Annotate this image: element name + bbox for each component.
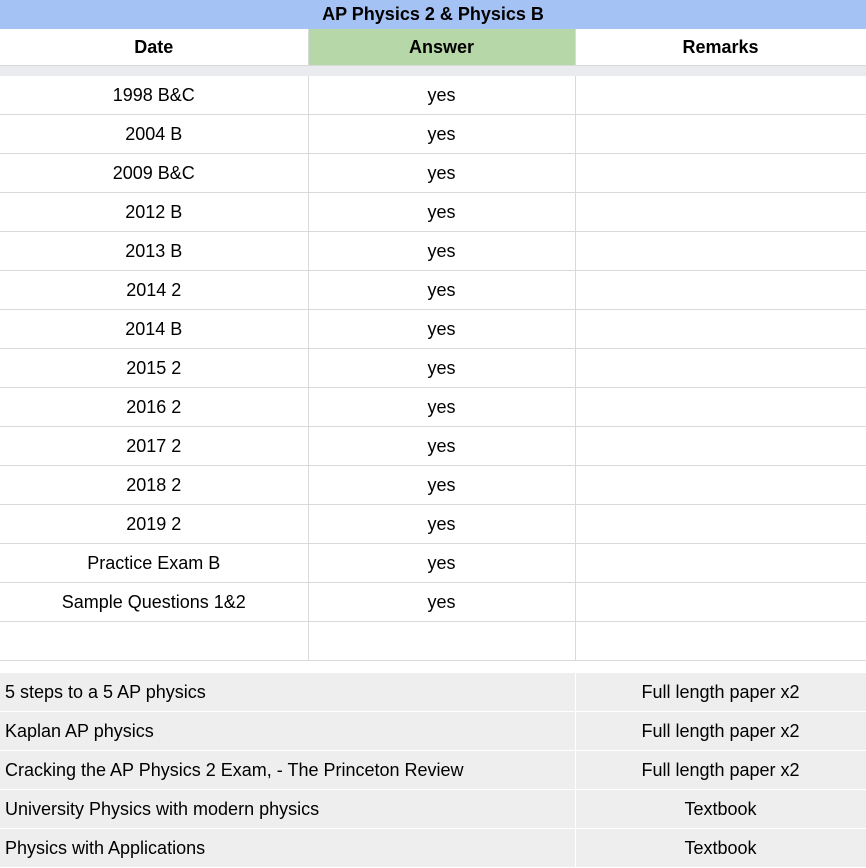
table-row[interactable] (0, 193, 866, 232)
cell-remarks[interactable] (575, 115, 866, 154)
cell-answer[interactable]: yes (308, 76, 575, 115)
book-row[interactable] (0, 751, 866, 790)
cell-remarks[interactable] (575, 193, 866, 232)
table-row[interactable] (0, 544, 866, 583)
cell-book-title[interactable]: 5 steps to a 5 AP physics (0, 673, 575, 712)
book-row[interactable] (0, 829, 866, 868)
cell-book-remarks[interactable]: Full length paper x2 (575, 751, 866, 790)
column-header-date: Date (0, 29, 308, 66)
cell-remarks[interactable] (575, 271, 866, 310)
table-row[interactable] (0, 271, 866, 310)
cell-date[interactable]: 2014 2 (0, 271, 308, 310)
table-row[interactable] (0, 388, 866, 427)
cell-answer[interactable]: yes (308, 349, 575, 388)
cell-date[interactable]: 2016 2 (0, 388, 308, 427)
cell-date[interactable]: 2004 B (0, 115, 308, 154)
table-row[interactable] (0, 154, 866, 193)
table-row[interactable] (0, 427, 866, 466)
cell-remarks[interactable] (575, 427, 866, 466)
gap-cell (0, 661, 866, 674)
cell-date[interactable]: 2017 2 (0, 427, 308, 466)
cell-date[interactable]: 2012 B (0, 193, 308, 232)
cell-answer[interactable]: yes (308, 232, 575, 271)
column-header-answer: Answer (308, 29, 575, 66)
cell-book-title[interactable]: University Physics with modern physics (0, 790, 575, 829)
table-row[interactable] (0, 349, 866, 388)
cell-answer[interactable]: yes (308, 544, 575, 583)
table-row[interactable] (0, 115, 866, 154)
book-row[interactable] (0, 790, 866, 829)
cell-remarks[interactable] (575, 232, 866, 271)
cell-answer[interactable]: yes (308, 505, 575, 544)
column-header-remarks: Remarks (575, 29, 866, 66)
table-row[interactable] (0, 466, 866, 505)
cell-date[interactable] (0, 622, 308, 661)
table-row[interactable] (0, 505, 866, 544)
cell-book-title[interactable]: Kaplan AP physics (0, 712, 575, 751)
cell-date[interactable]: 2019 2 (0, 505, 308, 544)
cell-answer[interactable] (308, 622, 575, 661)
cell-remarks[interactable] (575, 505, 866, 544)
book-row[interactable] (0, 673, 866, 712)
cell-remarks[interactable] (575, 154, 866, 193)
cell-remarks[interactable] (575, 76, 866, 115)
cell-date[interactable]: 2013 B (0, 232, 308, 271)
cell-book-title[interactable]: Cracking the AP Physics 2 Exam, - The Princeton Review (0, 751, 575, 790)
cell-answer[interactable]: yes (308, 271, 575, 310)
cell-book-remarks[interactable]: Textbook (575, 829, 866, 868)
table-row[interactable] (0, 232, 866, 271)
page-title: AP Physics 2 & Physics B (0, 0, 866, 29)
cell-answer[interactable]: yes (308, 583, 575, 622)
cell-book-title[interactable]: Physics with Applications (0, 829, 575, 868)
cell-book-remarks[interactable]: Full length paper x2 (575, 673, 866, 712)
cell-remarks[interactable] (575, 466, 866, 505)
cell-book-remarks[interactable]: Textbook (575, 790, 866, 829)
cell-remarks[interactable] (575, 622, 866, 661)
cell-answer[interactable]: yes (308, 310, 575, 349)
header-spacer (0, 66, 866, 77)
cell-answer[interactable]: yes (308, 193, 575, 232)
cell-date[interactable]: Practice Exam B (0, 544, 308, 583)
cell-date[interactable]: 2015 2 (0, 349, 308, 388)
spacer-cell (0, 66, 866, 77)
cell-date[interactable]: Sample Questions 1&2 (0, 583, 308, 622)
cell-answer[interactable]: yes (308, 427, 575, 466)
cell-answer[interactable]: yes (308, 466, 575, 505)
cell-book-remarks[interactable]: Full length paper x2 (575, 712, 866, 751)
table-row[interactable] (0, 583, 866, 622)
cell-answer[interactable]: yes (308, 115, 575, 154)
table-row[interactable] (0, 76, 866, 115)
cell-date[interactable]: 2009 B&C (0, 154, 308, 193)
cell-remarks[interactable] (575, 349, 866, 388)
cell-date[interactable]: 2018 2 (0, 466, 308, 505)
cell-answer[interactable]: yes (308, 388, 575, 427)
empty-row[interactable] (0, 622, 866, 661)
cell-remarks[interactable] (575, 388, 866, 427)
book-row[interactable] (0, 712, 866, 751)
table-header-row (0, 29, 866, 66)
table-row[interactable] (0, 310, 866, 349)
cell-date[interactable]: 2014 B (0, 310, 308, 349)
cell-remarks[interactable] (575, 583, 866, 622)
section-gap (0, 661, 866, 674)
cell-answer[interactable]: yes (308, 154, 575, 193)
cell-date[interactable]: 1998 B&C (0, 76, 308, 115)
table-title-row (0, 0, 866, 29)
cell-remarks[interactable] (575, 310, 866, 349)
cell-remarks[interactable] (575, 544, 866, 583)
